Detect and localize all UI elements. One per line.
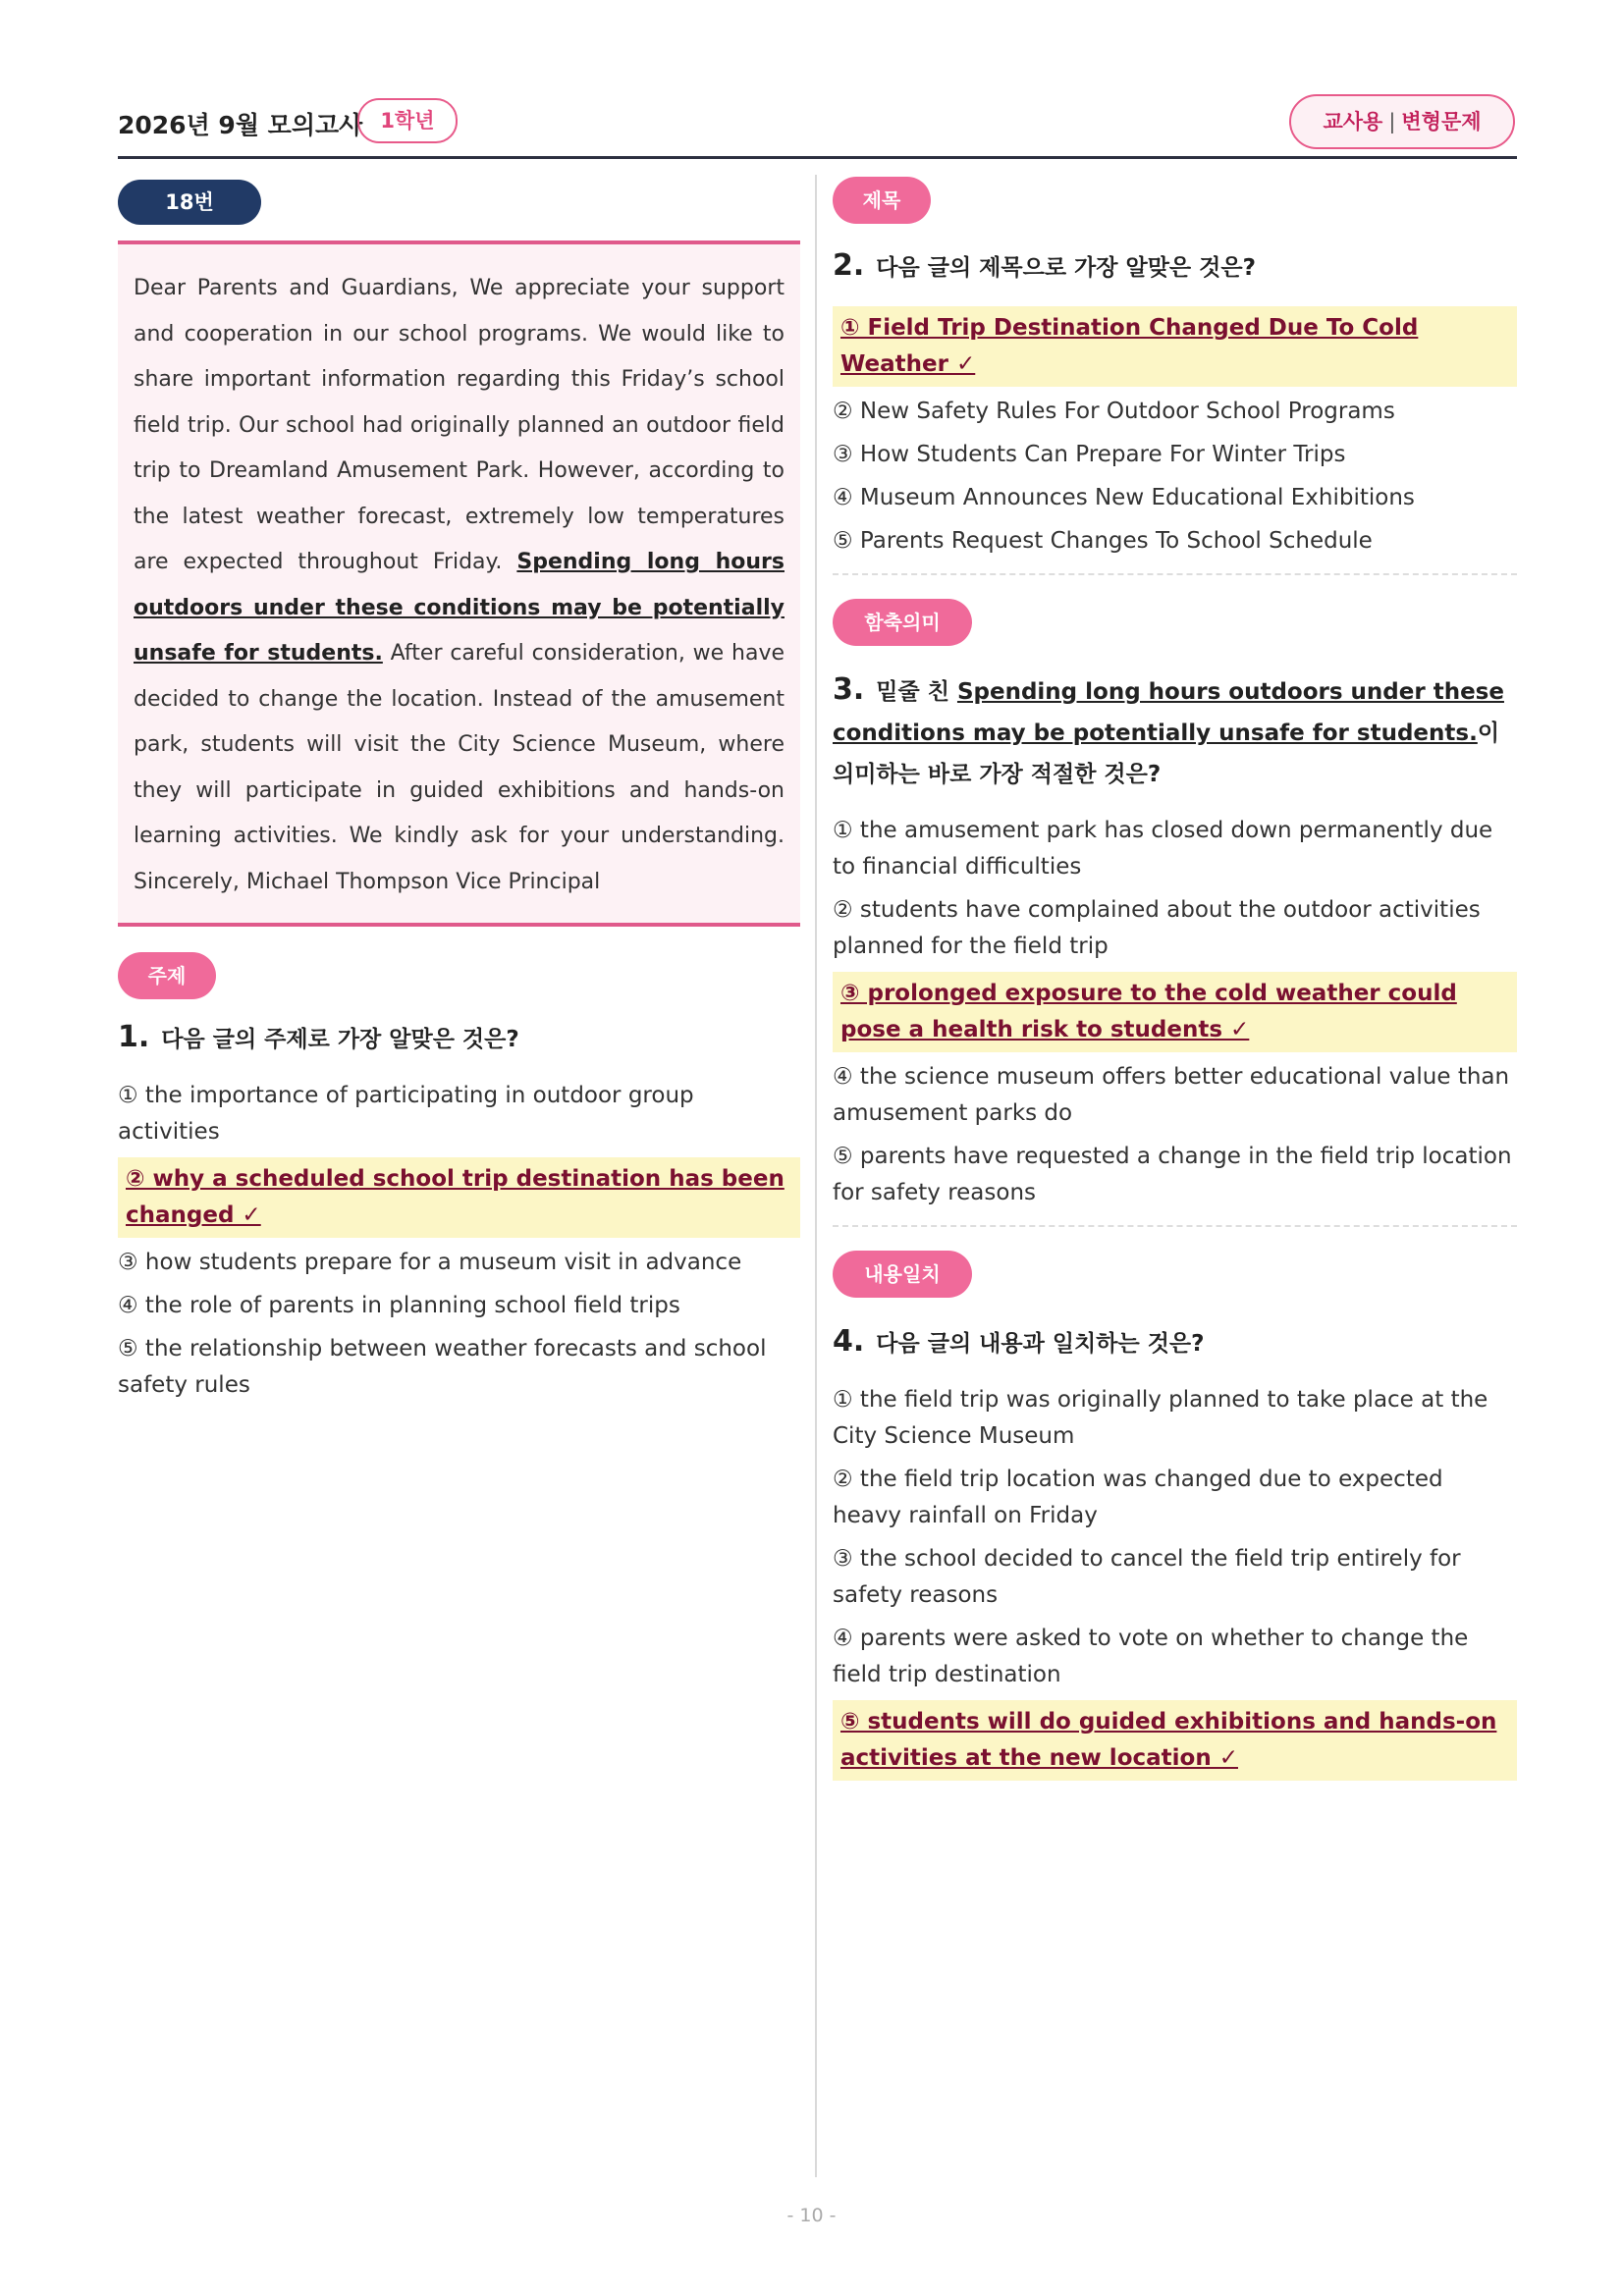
question-underlined-sentence: Spending long hours outdoors under these conditions may be potentially unsafe for students. [833,679,1504,746]
right-column [833,177,1517,1788]
answer-options [833,1382,1517,1781]
answer-option: ② the field trip location was changed due to expected heavy rainfall on Friday [833,1467,1443,1528]
page-number: - 10 - [786,2205,837,2226]
answer-option: ④ parents were asked to vote on whether to change the field trip destination [833,1626,1469,1687]
left-column [118,177,800,1411]
section-divider [833,1225,1517,1227]
mode-right-label: 변형문제 [1401,110,1482,133]
question-text-post: 이 의미하는 바로 가장 적절한 것은? [833,721,1500,787]
answer-option: ⑤ the relationship between weather forecasts and school safety rules [118,1336,767,1398]
question-2 [833,177,1517,560]
answer-option: ③ How Students Can Prepare For Winter Trips [833,442,1346,467]
question-number: 2. [833,248,865,283]
page-header [118,96,1517,161]
answer-option: ⑤ Parents Request Changes To School Schedule [833,528,1373,554]
question-3 [833,599,1517,1211]
question-stem [118,1017,800,1060]
answer-option-correct: ② why a scheduled school trip destination has been changed ✓ [118,1157,800,1238]
question-type-tag: 함축의미 [833,599,972,646]
question-text: 다음 글의 제목으로 가장 알맞은 것은? [876,255,1256,281]
answer-option: ③ how students prepare for a museum visit in advance [118,1250,742,1275]
column-divider [815,175,817,2177]
question-1 [118,952,800,1404]
question-type-tag: 내용일치 [833,1251,972,1298]
question-text: 다음 글의 주제로 가장 알맞은 것은? [161,1027,519,1052]
exam-title: 2026년 9월 모의고사 [118,111,363,139]
section-divider [833,573,1517,575]
answer-option-correct: ⑤ students will do guided exhibitions and hands-on activities at the new location ✓ [833,1700,1517,1781]
passage-text-after: After careful consideration, we have decided to change the location. Instead of the amusement park, students will visit the City Science Museum, where they will participate in guided exhibitions and hands-on learning activities. We kindly ask for your understanding. Sincerely, Michael Thompson Vice Principal [134,641,784,894]
reading-passage [118,240,800,927]
answer-option-correct: ③ prolonged exposure to the cold weather could pose a health risk to students ✓ [833,972,1517,1052]
answer-option: ③ the school decided to cancel the field trip entirely for safety reasons [833,1546,1461,1608]
answer-options [118,1078,800,1404]
mode-left-label: 교사용 [1323,110,1383,133]
question-4 [833,1251,1517,1781]
answer-option: ① the field trip was originally planned to take place at the City Science Museum [833,1387,1488,1449]
passage-text-before: Dear Parents and Guardians, We appreciate your support and cooperation in our school programs. We would like to share important information regarding this Friday’s school field trip. Our school had originally planned an outdoor field trip to Dreamland Amusement Park. However, according to the latest weather forecast, extremely low temperatures are expected throughout Friday. [134,276,784,574]
mode-badge [1289,94,1515,149]
grade-badge: 1학년 [357,98,458,143]
question-number: 1. [118,1020,150,1054]
header-divider [118,156,1517,159]
mode-separator: | [1388,110,1396,133]
answer-option: ④ the science museum offers better educational value than amusement parks do [833,1064,1510,1126]
answer-option-correct: ① Field Trip Destination Changed Due To Cold Weather ✓ [833,306,1517,387]
question-stem [833,1321,1517,1364]
answer-option: ④ Museum Announces New Educational Exhibitions [833,485,1415,510]
answer-option: ② students have complained about the outdoor activities planned for the field trip [833,897,1481,959]
question-stem [833,245,1517,289]
answer-options [833,306,1517,560]
question-number: 4. [833,1324,865,1359]
passage-underlined-sentence: Spending long hours outdoors under these conditions may be potentially unsafe for students. [134,550,784,666]
question-type-tag: 주제 [118,952,216,999]
answer-option: ④ the role of parents in planning school field trips [118,1293,680,1318]
question-type-tag: 제목 [833,177,931,224]
question-number: 3. [833,672,865,707]
answer-options [833,813,1517,1211]
answer-option: ① the amusement park has closed down permanently due to financial difficulties [833,818,1493,880]
question-text: 다음 글의 내용과 일치하는 것은? [876,1331,1205,1357]
answer-option: ⑤ parents have requested a change in the field trip location for safety reasons [833,1144,1512,1205]
answer-option: ① the importance of participating in outdoor group activities [118,1083,694,1145]
question-text-pre: 밑줄 친 [876,679,957,705]
answer-option: ② New Safety Rules For Outdoor School Programs [833,399,1395,424]
question-stem [833,669,1517,795]
question-number-badge: 18번 [118,180,261,225]
